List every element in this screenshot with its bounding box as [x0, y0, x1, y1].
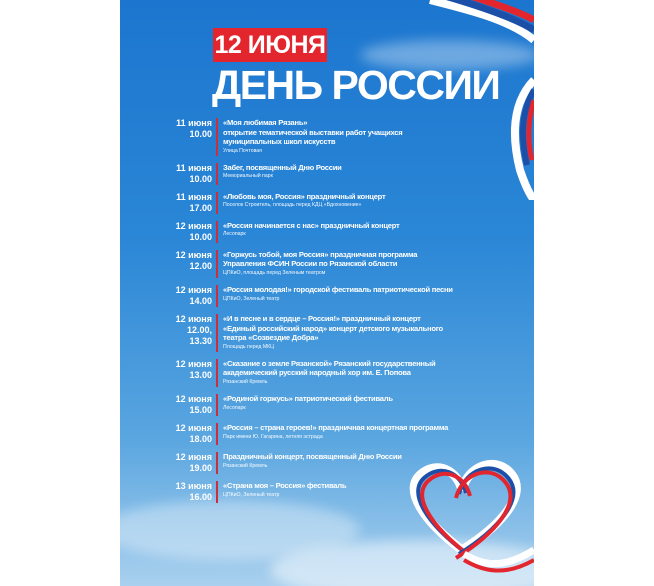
- event-details: [223, 285, 464, 307]
- event-date: 12 июня: [175, 393, 212, 404]
- event-details: [223, 423, 464, 445]
- event-details: [223, 481, 464, 503]
- event-date: 11 июня: [176, 162, 212, 173]
- event-item: [164, 221, 464, 243]
- event-details: [223, 452, 464, 474]
- event-title: «Моя любимая Рязань»: [223, 118, 308, 127]
- event-date: 12 июня: [175, 220, 212, 231]
- divider: [216, 394, 218, 416]
- event-item: [164, 394, 464, 416]
- event-time: 12.00,: [186, 324, 212, 335]
- event-item: [164, 481, 464, 503]
- event-time: 18.00: [189, 433, 212, 444]
- event-time: 13.30: [189, 335, 212, 346]
- divider: [216, 452, 218, 474]
- event-title: «Родиной горжусь» патриотический фестиваль: [223, 393, 393, 403]
- event-datetime: [164, 192, 216, 214]
- event-venue: Рязанский Кремль: [223, 378, 268, 385]
- event-item: [164, 285, 464, 307]
- event-details: [223, 118, 464, 156]
- event-item: [164, 192, 464, 214]
- event-datetime: [164, 221, 216, 243]
- event-item: [164, 250, 464, 278]
- event-datetime: [164, 394, 216, 416]
- event-item: [164, 163, 464, 185]
- divider: [216, 359, 218, 387]
- event-venue: ЦПКиО, Зеленый театр: [223, 491, 280, 498]
- event-venue: Мемориальный парк: [223, 173, 273, 180]
- event-date: 11 июня: [176, 118, 212, 128]
- event-title: муниципальных школ искусств: [223, 137, 336, 147]
- event-date: 12 июня: [175, 249, 212, 260]
- event-datetime: [164, 118, 216, 156]
- event-datetime: [164, 314, 216, 352]
- event-title: «Сказание о земле Рязанской» Рязанский государственный: [223, 358, 436, 368]
- event-venue: ЦПКиО, площадь перед Зеленым театром: [223, 269, 326, 276]
- event-venue: ЦПКиО, Зеленый театр: [223, 295, 280, 302]
- event-time: 12.00: [189, 260, 212, 271]
- event-time: 10.00: [189, 231, 212, 242]
- event-title: академический русский народный хор им. Е. Попова: [223, 368, 411, 378]
- event-item: [164, 118, 464, 156]
- divider: [216, 423, 218, 445]
- event-date: 12 июня: [175, 358, 212, 369]
- event-venue: Лесопарк: [223, 404, 246, 411]
- event-datetime: [164, 250, 216, 278]
- event-venue: Рязанский Кремль: [223, 462, 268, 469]
- event-date: 11 июня: [176, 191, 212, 202]
- event-datetime: [164, 163, 216, 185]
- event-details: [223, 163, 464, 185]
- event-details: [223, 192, 464, 214]
- event-details: [223, 359, 464, 387]
- event-title: открытие тематической выставки работ учащихся: [223, 127, 403, 137]
- event-title: Управления ФСИН России по Рязанской области: [223, 259, 398, 269]
- divider: [216, 314, 218, 352]
- event-title: «Единый российский народ» концерт детского музыкального: [223, 323, 443, 333]
- event-details: [223, 394, 464, 416]
- divider: [216, 192, 218, 214]
- event-time: 10.00: [189, 129, 212, 139]
- event-datetime: [164, 423, 216, 445]
- event-venue: Улица Почтовая: [223, 147, 262, 154]
- event-venue: Площадь перед МКЦ: [223, 343, 275, 350]
- event-date: 12 июня: [175, 313, 212, 324]
- event-time: 17.00: [189, 202, 212, 213]
- event-details: [223, 250, 464, 278]
- event-title: «Горжусь тобой, моя Россия» праздничная программа: [223, 249, 418, 259]
- event-venue: Парк имени Ю. Гагарина, летняя эстрада: [223, 433, 323, 440]
- event-title: «Россия – страна героев!» праздничная концертная программа: [223, 422, 449, 432]
- date-badge: 12 ИЮНЯ: [213, 28, 327, 62]
- event-details: [223, 221, 464, 243]
- event-datetime: [164, 452, 216, 474]
- event-date: 12 июня: [175, 422, 212, 433]
- event-datetime: [164, 285, 216, 307]
- page-title: ДЕНЬ РОССИИ: [212, 62, 500, 108]
- event-date: 12 июня: [175, 451, 212, 462]
- divider: [216, 285, 218, 307]
- event-item: [164, 359, 464, 387]
- event-datetime: [164, 481, 216, 503]
- event-title: Праздничный концерт, посвященный Дню России: [223, 451, 402, 461]
- event-date: 12 июня: [175, 284, 212, 295]
- divider: [216, 221, 218, 243]
- event-title: «Страна моя – Россия» фестиваль: [223, 480, 347, 490]
- event-time: 19.00: [189, 462, 212, 473]
- event-item: [164, 314, 464, 352]
- event-time: 14.00: [189, 295, 212, 306]
- event-datetime: [164, 359, 216, 387]
- divider: [216, 250, 218, 278]
- event-time: 13.00: [189, 369, 212, 380]
- event-venue: Лесопарк: [223, 231, 246, 238]
- divider: [216, 481, 218, 503]
- event-title: «И в песне и в сердце – Россия!» праздничный концерт: [223, 313, 421, 323]
- divider: [216, 118, 218, 156]
- event-title: «Россия молодая!» городской фестиваль патриотической песни: [223, 284, 453, 294]
- event-date: 13 июня: [175, 480, 212, 491]
- event-title: «Россия начинается с нас» праздничный концерт: [223, 220, 400, 230]
- divider: [216, 163, 218, 185]
- event-time: 10.00: [189, 173, 212, 184]
- event-time: 16.00: [189, 491, 212, 502]
- event-time: 15.00: [189, 404, 212, 415]
- event-item: [164, 423, 464, 445]
- event-item: [164, 452, 464, 474]
- event-title: «Любовь моя, Россия» праздничный концерт: [223, 191, 386, 201]
- event-list: [164, 118, 464, 510]
- event-title: театра «Созвездие Добра»: [223, 333, 319, 343]
- event-details: [223, 314, 464, 352]
- event-venue: Поселок Строитель, площадь перед КДЦ «Вдохновение»: [223, 202, 362, 209]
- event-title: Забег, посвященный Дню России: [223, 162, 342, 172]
- poster: [120, 0, 534, 586]
